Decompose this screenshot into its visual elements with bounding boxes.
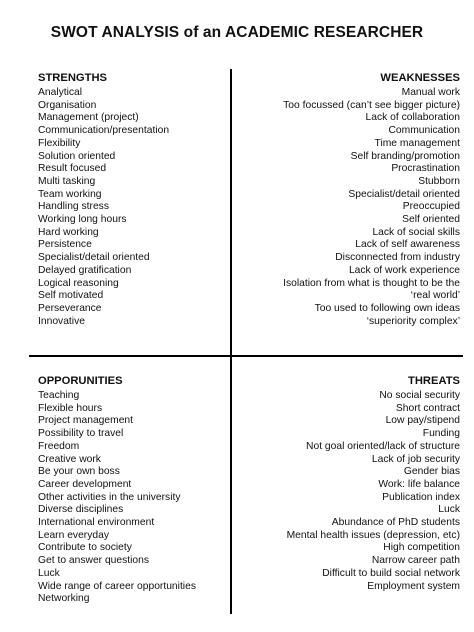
strength-item: Logical reasoning [38,277,119,289]
strength-item: Result focused [38,163,107,175]
opportunities-list [38,390,196,606]
weakness-item: Preoccupied [402,201,460,213]
strength-item: Multi tasking [38,175,96,187]
strength-item: Persistence [38,239,92,251]
vertical-divider [230,69,232,614]
threat-item: Work: life balance [378,478,460,490]
threat-item: Publication index [382,491,460,503]
strength-item: Handling stress [38,201,109,213]
opportunities-quadrant [38,375,196,606]
strength-item: Perseverance [38,302,102,314]
weakness-item: Communication [388,125,460,137]
opportunities-heading: OPPORUNITIES [38,375,123,387]
strength-item: Innovative [38,315,85,327]
strength-item: Solution oriented [38,150,116,162]
horizontal-divider [29,355,463,357]
weakness-item: ‘real world’ [410,290,460,302]
opportunity-item: Other activities in the university [38,491,181,503]
strength-item: Hard working [38,226,99,238]
strength-item: Delayed gratification [38,264,132,276]
threat-item: High competition [383,542,460,554]
page-title: SWOT ANALYSIS of an ACADEMIC RESEARCHER [50,24,424,41]
strength-item: Analytical [38,87,83,98]
weakness-item: Too focussed (can’t see bigger picture) [283,99,460,111]
weakness-item: Disconnected from industry [335,252,460,264]
weakness-item: Too used to following own ideas [314,302,460,314]
opportunity-item: Contribute to society [38,542,132,554]
weaknesses-quadrant [283,72,460,328]
threat-item: No social security [379,390,460,401]
threat-item: Luck [438,504,460,516]
strengths-heading: STRENGTHS [38,72,107,84]
weakness-item: Lack of social skills [372,226,460,238]
opportunity-item: Career development [38,478,132,490]
weakness-item: Manual work [401,87,460,98]
weakness-item: Time management [374,137,460,149]
threat-item: Difficult to build social network [322,567,460,579]
opportunity-item: Flexible hours [38,402,103,414]
threats-list [287,390,460,593]
threat-item: Mental health issues (depression, etc) [286,529,460,541]
opportunity-item: Luck [38,567,60,579]
strength-item: Team working [38,188,102,200]
threat-item: Short contract [395,402,460,414]
threat-item: Abundance of PhD students [331,517,460,529]
strength-item: Specialist/detail oriented [38,252,150,264]
threat-item: Low pay/stipend [385,415,460,427]
opportunity-item: Freedom [38,440,80,452]
threat-item: Employment system [367,580,460,592]
weakness-item: Lack of collaboration [365,112,460,124]
weaknesses-heading: WEAKNESSES [380,72,460,84]
strength-item: Communication/presentation [38,125,170,137]
strength-item: Management (project) [38,112,139,124]
threat-item: Narrow career path [371,555,460,567]
weaknesses-list [283,87,460,328]
threat-item: Not goal oriented/lack of structure [306,440,460,452]
opportunity-item: Get to answer questions [38,555,150,567]
weakness-item: Procrastination [391,163,460,175]
weakness-item: Lack of work experience [348,264,460,276]
weakness-item: Isolation from what is thought to be the [283,277,460,289]
strength-item: Organisation [38,99,97,111]
opportunity-item: Project management [38,415,134,427]
opportunity-item: Wide range of career opportunities [38,580,196,592]
threat-item: Lack of job security [371,453,460,465]
weakness-item: Specialist/detail oriented [348,188,460,200]
threats-quadrant [287,375,460,593]
strength-item: Self motivated [38,290,104,302]
opportunity-item: Possibility to travel [38,428,124,440]
threat-item: Funding [422,428,460,440]
strengths-list [38,87,169,328]
opportunity-item: Diverse disciplines [38,504,124,516]
strength-item: Flexibility [38,137,81,149]
threat-item: Gender bias [403,466,460,478]
strength-item: Working long hours [38,214,127,226]
opportunity-item: Be your own boss [38,466,120,478]
opportunity-item: International environment [38,517,155,529]
weakness-item: Stubborn [418,175,460,187]
weakness-item: Self branding/promotion [350,150,460,162]
opportunity-item: Teaching [38,390,80,401]
opportunity-item: Creative work [38,453,101,465]
opportunity-item: Learn everyday [38,529,109,541]
weakness-item: ‘superiority complex’ [366,315,460,327]
weakness-item: Lack of self awareness [355,239,460,251]
strengths-quadrant [38,72,169,328]
opportunity-item: Networking [38,593,90,605]
threats-heading: THREATS [408,375,460,387]
weakness-item: Self oriented [402,214,460,226]
